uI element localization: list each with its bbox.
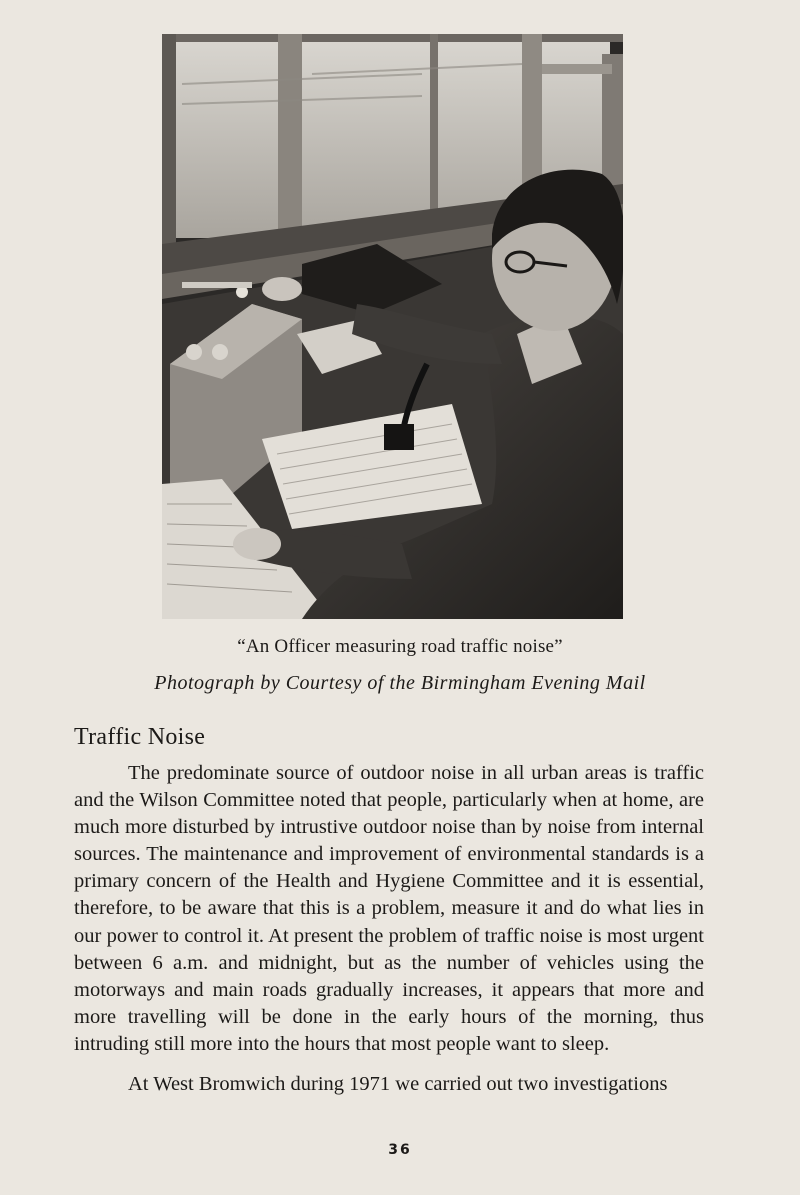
body-paragraph: The predominate source of outdoor noise in all urban areas is traffic and the Wilson Committee noted that people, particularly when at home, are much more disturbed by intrustive outdoor noise than by noise from internal sources. The maintenance and improvement of environmental standards is a primary concern of the Health and Hygiene Committee and it is essential, therefore, to be aware that this is a problem, measure it and do what lies in our power to control it. At present the problem of traffic noise is most urgent between 6 a.m. and midnight, but as the number of vehicles using the motorways and main roads gradually increases, it appears that more and more travelling will be done in the early hours of the morning, thus intruding still more into the hours that most people want to sleep. (74, 762, 704, 1055)
photo-credit: Photograph by Courtesy of the Birmingham Evening Mail (154, 672, 646, 694)
body-paragraph: At West Bromwich during 1971 we carried out two investigations (128, 1073, 668, 1095)
officer-photo (162, 34, 623, 619)
photo-caption: “An Officer measuring road traffic noise” (237, 636, 563, 657)
section-heading: Traffic Noise (74, 724, 206, 750)
page-number: 36 (388, 1142, 412, 1158)
